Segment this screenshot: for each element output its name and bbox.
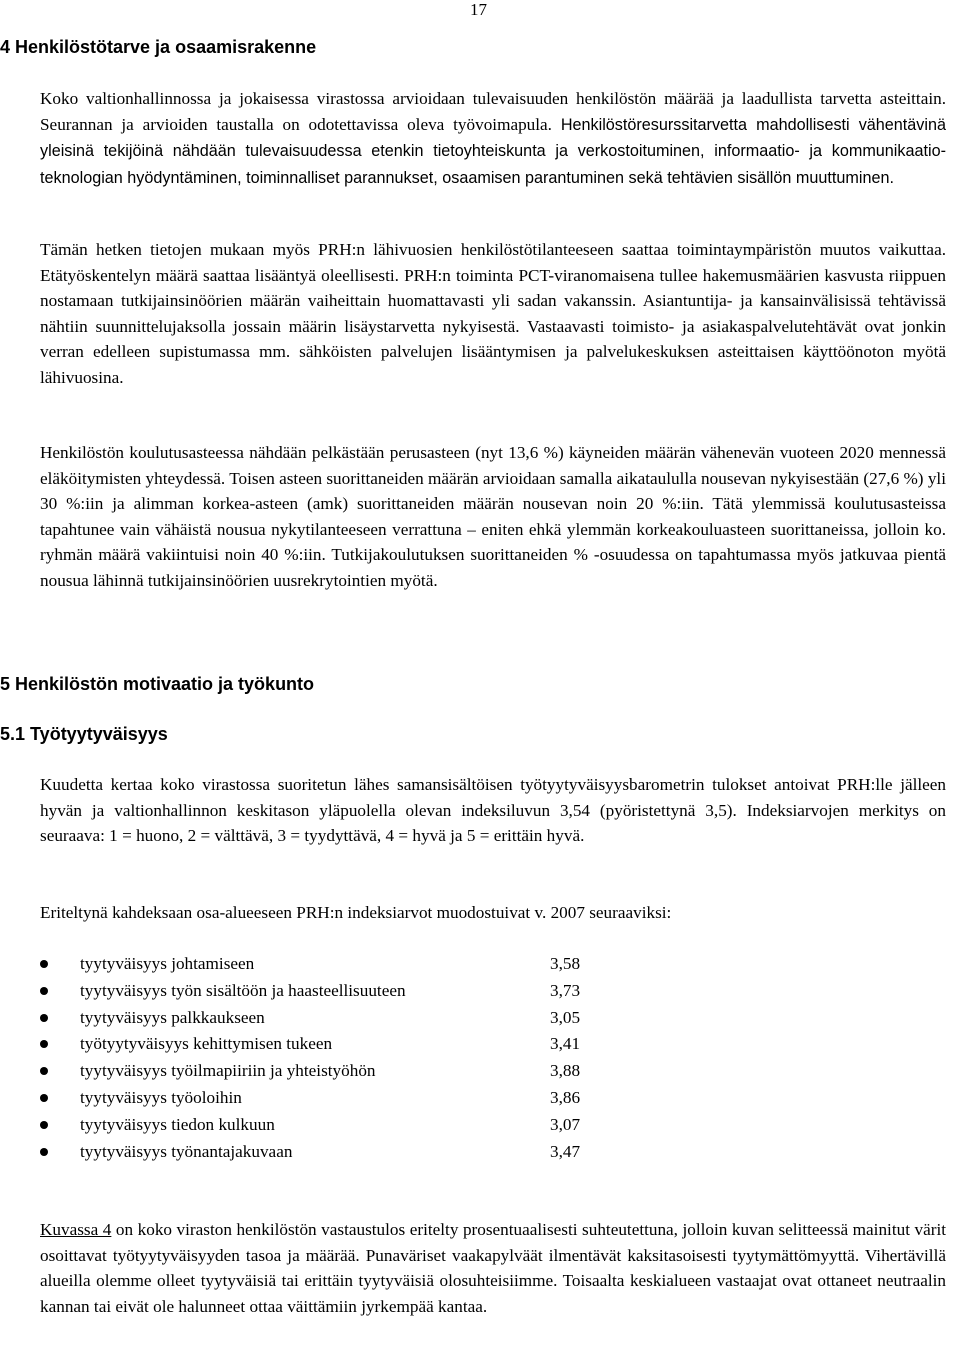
item-label: tyytyväisyys palkkaukseen xyxy=(80,1007,265,1027)
section-5-heading: 5 Henkilöstön motivaatio ja työkunto xyxy=(0,674,315,694)
item-value: 3,47 xyxy=(550,1141,581,1161)
section-4-paragraph-2: Tämän hetken tietojen mukaan myös PRH:n lähivuosien henkilöstötilanteeseen saattaa toimintaympäristön muutos vaikuttaa. Etätyöskentelyn määrä saattaa lisääntyä oleellisesti. PRH:n toiminta PCT-viranomaisena tullee hakemusmäärien kasvusta riippuen nostamaan tutkijainsinöörien määrän vaiheittain huomattavasti yli sadan vakanssin. Asiantuntija- ja kansainvälisissä tehtävissä nähtiin suunnittelujaksolla jossain määrin lisäystarvetta nykyisestä. Vastaavasti toimisto- ja asiakaspalvelutehtävät ovat jonkin verran edelleen supistumassa mm. sähköisten palvelujen lisääntymisen ja palvelukeskuksen asteittaisen käyttöönoton myötä lähivuosina. xyxy=(40,240,946,387)
bullet-icon xyxy=(40,987,48,995)
section-5-1-paragraph-3 xyxy=(40,1217,946,1319)
section-5-1-paragraph-2: Eriteltynä kahdeksaan osa-alueeseen PRH:n indeksiarvot muodostuivat v. 2007 seuraaviksi: xyxy=(40,903,672,922)
item-label: tyytyväisyys työilmapiiriin ja yhteistyöhön xyxy=(80,1061,376,1081)
section-5-1-paragraph-1: Kuudetta kertaa koko virastossa suoritetun lähes samansisältöisen työtyytyväisyysbarometrin tulokset antoivat PRH:lle jälleen hyvän ja valtionhallinnon keskitason yläpuolella olevan indeksiluvun 3,54 (pyöristettynä 3,5). Indeksiarvojen merkitys on seuraava: 1 = huono, 2 = välttävä, 3 = tyydyttävä, 4 = hyvä ja 5 = erittäin hyvä. xyxy=(40,775,946,845)
item-label: tyytyväisyys johtamiseen xyxy=(80,954,255,973)
section-4-heading: 4 Henkilöstötarve ja osaamisrakenne xyxy=(0,37,317,57)
paragraph-3-text: on koko viraston henkilöstön vastaustulos eritelty prosentuaalisesti suhteutettuna, jolloin kuvan selitteessä mainitut värit osoittavat työtyytyväisyyden tasoa ja määrää. Punaväriset vaakapylväät ilmentävät kaksitasoisesti tyytymättömyyttä. Vihertävillä alueilla olemme olleet tyytyväisiä tai erittäin tyytyväisiä olosuhteisiimme. Toisaalta keskialueen vastaajat ovat ottaneet neutraalin kannan tai eivät ole halunneet ottaa väittämiin jyrkempää kantaa. xyxy=(40,1220,946,1316)
figure-4-reference-link[interactable]: Kuvassa 4 xyxy=(40,1220,112,1239)
item-value: 3,58 xyxy=(550,954,581,973)
item-label: työtyytyväisyys kehittymisen tukeen xyxy=(80,1034,333,1054)
bullet-icon xyxy=(40,1121,48,1129)
paragraph-1-intro: Koko valtionhallinnossa ja jokaisessa virastossa arvioidaan tulevaisuuden henkilöstön määrää ja laadullista tarvetta asteittain. Seurannan ja arvioiden taustalla on odotettavissa oleva työvoimapula. xyxy=(40,89,946,134)
item-label: tyytyväisyys työoloihin xyxy=(80,1087,242,1107)
item-value: 3,05 xyxy=(550,1007,581,1027)
section-5-1-heading: 5.1 Työtyytyväisyys xyxy=(0,724,168,744)
bullet-icon xyxy=(40,1067,48,1075)
item-label: tyytyväisyys työn sisältöön ja haasteellisuuteen xyxy=(80,980,406,1000)
item-label: tyytyväisyys työnantajakuvaan xyxy=(80,1141,293,1161)
item-value: 3,88 xyxy=(550,1061,581,1081)
section-4-paragraph-3: Henkilöstön koulutusasteessa nähdään pelkästään perusasteen (nyt 13,6 %) käyneiden määrän vähenevän vuoteen 2020 mennessä eläköitymisten yhteydessä. Toisen asteen suorittaneiden määrän arvioidaan samalla aikataululla nousevan nykyisestään (27,6 %) yli 30 %:iin ja alimman korkea-asteen (amk) suorittaneiden määrän nousevan noin 20 %:iin. Tätä ylemmissä koulutusasteissa tapahtunee vain vähäistä nousua nykytilanteeseen verrattuna – eniten ehkä ylemmän korkeakouluasteen suorittaneissa, jolloin ko. ryhmän määrä vakiintuisi noin 40 %:iin. Tutkijakoulutuksen suorittaneiden % -osuudessa on tapahtumassa myös jatkuvaa pientä nousua lähinnä tutkijainsinöörien uusrekrytointien myötä. xyxy=(40,443,946,590)
item-value: 3,07 xyxy=(550,1114,581,1134)
bullet-icon xyxy=(40,1094,48,1102)
item-value: 3,41 xyxy=(550,1034,581,1054)
item-value: 3,86 xyxy=(550,1087,581,1107)
bullet-icon xyxy=(40,960,48,968)
paragraph-1-factors: Henkilöstöresurssitarvetta mahdollisesti vähentävinä yleisinä tekijöinä nähdään tulevaisuudessa etenkin tietoyhteiskunta ja verkostoituminen, informaatio- ja kommunikaatio-teknologian hyödyntäminen, toiminnalliset parannukset, osaamisen parantuminen sekä tehtävien sisällön muuttuminen. xyxy=(40,115,946,187)
item-label: tyytyväisyys tiedon kulkuun xyxy=(80,1114,275,1134)
bullet-icon xyxy=(40,1014,48,1022)
page-number: 17 xyxy=(470,0,487,19)
item-value: 3,73 xyxy=(550,980,581,1000)
bullet-icon xyxy=(40,1148,48,1156)
section-4-paragraph-1 xyxy=(40,86,946,191)
bullet-icon xyxy=(40,1040,48,1048)
